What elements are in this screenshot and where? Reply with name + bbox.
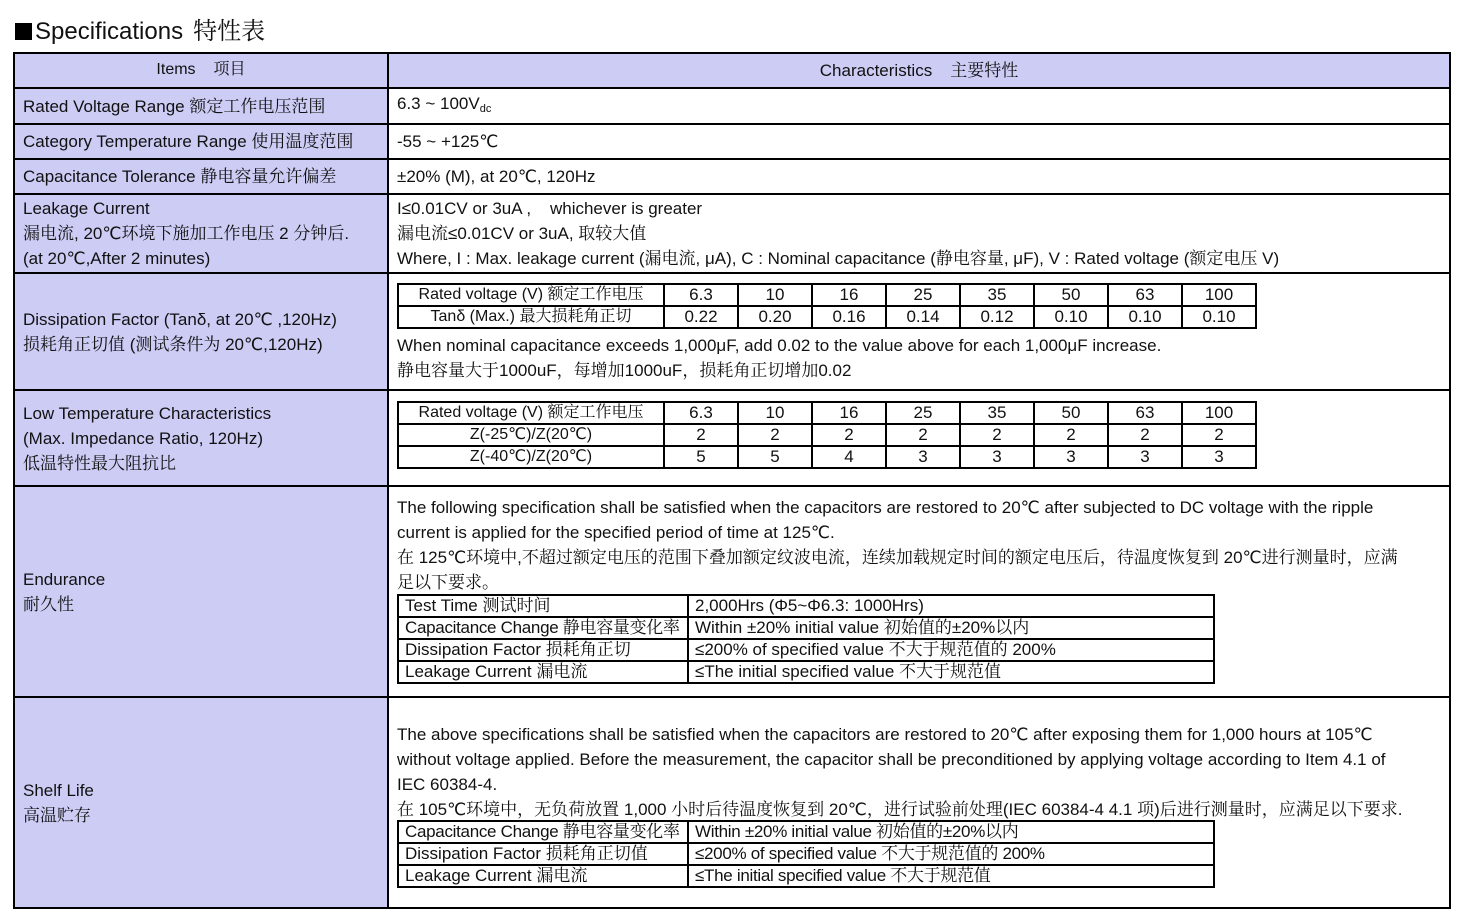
cap-tolerance-label-en: Capacitance Tolerance — [23, 167, 196, 186]
table-row — [398, 617, 1214, 639]
dissipation-value — [389, 274, 1449, 389]
leakage-label-l2: 漏电流, 20℃环境下施加工作电压 2 分钟后. — [23, 224, 350, 243]
category-temp-label-cn: 使用温度范围 — [251, 132, 354, 151]
table-cell-value: ≤The initial specified value 不大于规范值 — [688, 865, 1214, 887]
low-temp-row — [15, 391, 1449, 487]
table-cell-key: Test Time 测试时间 — [398, 595, 688, 617]
shelf-life-label — [15, 698, 389, 907]
dissipation-label-l2: 损耗角正切值 (测试条件为 20℃,120Hz) — [23, 334, 323, 354]
low-temp-table — [397, 401, 1257, 469]
table-cell: 3 — [1108, 446, 1182, 468]
rated-voltage-label — [15, 89, 389, 123]
table-cell: 3 — [960, 446, 1034, 468]
dissipation-row — [15, 274, 1449, 391]
shelf-life-para-l2: without voltage applied. Before the measurement, the capacitor shall be preconditioned by applying voltage according to Item 4.1 of — [397, 750, 1386, 769]
endurance-para-l3: 在 125℃环境中,不超过额定电压的范围下叠加额定纹波电流，连续加载规定时间的额定电压后，待温度恢复到 20℃进行测量时，应满 — [397, 548, 1398, 567]
low-temp-value — [389, 391, 1449, 485]
cap-tolerance-value — [389, 160, 1449, 193]
table-cell-label: Tanδ (Max.) 最大损耗角正切 — [398, 306, 664, 328]
table-cell: 63 — [1108, 402, 1182, 424]
table-cell: 0.10 — [1034, 306, 1108, 328]
rated-voltage-text: 6.3 ~ 100V — [397, 93, 480, 113]
table-cell: 10 — [738, 284, 812, 306]
characteristics-header — [389, 54, 1449, 87]
cap-tolerance-text: ±20% (M), at 20℃, 120Hz — [397, 167, 596, 186]
table-cell-key: Capacitance Change 静电容量变化率 — [398, 821, 688, 843]
leakage-value-l2: 漏电流≤0.01CV or 3uA, 取较大值 — [397, 224, 647, 243]
table-cell-key: Dissipation Factor 损耗角正切 — [398, 639, 688, 661]
table-cell: 0.10 — [1108, 306, 1182, 328]
cap-tolerance-label-cn: 静电容量允许偏差 — [200, 167, 337, 186]
table-cell-label: Z(-25℃)/Z(20℃) — [398, 424, 664, 446]
table-row — [398, 446, 1256, 468]
shelf-life-value — [389, 698, 1449, 907]
category-temp-label — [15, 125, 389, 158]
table-cell: 2 — [738, 424, 812, 446]
table-row — [398, 865, 1214, 887]
table-cell: 2 — [960, 424, 1034, 446]
rated-voltage-value — [389, 89, 1449, 123]
table-cell: 63 — [1108, 284, 1182, 306]
rated-voltage-label-cn: 额定工作电压范围 — [189, 96, 326, 116]
low-temp-label-l2: (Max. Impedance Ratio, 120Hz) — [23, 428, 263, 448]
char-header-cn: 主要特性 — [950, 61, 1019, 80]
items-header-en: Items — [156, 61, 196, 78]
table-cell-value: 2,000Hrs (Φ5~Φ6.3: 1000Hrs) — [688, 595, 1214, 617]
items-header — [15, 54, 389, 87]
dissipation-label — [15, 274, 389, 389]
leakage-value-l3: Where, I : Max. leakage current (漏电流, μA), C : Nominal capacitance (静电容量, μF), V : Rated voltage (额定电压 V) — [397, 249, 1280, 268]
table-row — [398, 843, 1214, 865]
table-cell: 100 — [1182, 284, 1256, 306]
table-cell: 0.20 — [738, 306, 812, 328]
table-cell: 10 — [738, 402, 812, 424]
cap-tolerance-label — [15, 160, 389, 193]
table-cell: 0.14 — [886, 306, 960, 328]
table-cell: 2 — [1182, 424, 1256, 446]
table-cell: 2 — [886, 424, 960, 446]
table-cell: 25 — [886, 284, 960, 306]
endurance-row — [15, 487, 1449, 698]
category-temp-label-en: Category Temperature Range — [23, 132, 247, 151]
table-cell: 6.3 — [664, 402, 738, 424]
leakage-row — [15, 195, 1449, 274]
table-cell: 35 — [960, 284, 1034, 306]
table-cell: 2 — [664, 424, 738, 446]
table-cell-value: ≤200% of specified value 不大于规范值的 200% — [688, 843, 1214, 865]
shelf-life-table — [397, 820, 1215, 888]
dissipation-table — [397, 283, 1257, 329]
table-cell-label: Z(-40℃)/Z(20℃) — [398, 446, 664, 468]
table-cell: 3 — [1034, 446, 1108, 468]
dissipation-note-l1: When nominal capacitance exceeds 1,000μF, add 0.02 to the value above for each 1,000μF increase. — [397, 336, 1162, 355]
table-cell: 50 — [1034, 402, 1108, 424]
low-temp-label-l1: Low Temperature Characteristics — [23, 403, 272, 423]
endurance-table — [397, 594, 1215, 684]
items-header-cn: 项目 — [213, 61, 246, 78]
category-temp-value — [389, 125, 1449, 158]
table-row — [398, 639, 1214, 661]
table-cell-label: Rated voltage (V) 额定工作电压 — [398, 402, 664, 424]
leakage-label-l1: Leakage Current — [23, 199, 150, 218]
shelf-life-label-l1: Shelf Life — [23, 780, 94, 800]
shelf-life-para-l3: IEC 60384-4. — [397, 775, 498, 794]
table-cell: 25 — [886, 402, 960, 424]
table-cell-key: Leakage Current 漏电流 — [398, 661, 688, 683]
square-bullet-icon — [15, 23, 32, 40]
table-row — [398, 424, 1256, 446]
leakage-label-l3: (at 20℃,After 2 minutes) — [23, 249, 211, 268]
table-row — [398, 306, 1256, 328]
table-cell: 0.12 — [960, 306, 1034, 328]
table-row — [398, 661, 1214, 683]
leakage-value-l1: I≤0.01CV or 3uA , whichever is greater — [397, 199, 703, 218]
table-row — [398, 595, 1214, 617]
table-cell-value: Within ±20% initial value 初始值的±20%以内 — [688, 617, 1214, 639]
table-cell: 16 — [812, 402, 886, 424]
low-temp-label-l3: 低温特性最大阻抗比 — [23, 453, 176, 473]
endurance-label-l2: 耐久性 — [23, 594, 74, 614]
dissipation-label-l1: Dissipation Factor (Tanδ, at 20℃ ,120Hz) — [23, 309, 337, 329]
table-cell: 0.22 — [664, 306, 738, 328]
char-header-en: Characteristics — [819, 61, 933, 80]
table-cell: 0.10 — [1182, 306, 1256, 328]
header-row — [15, 54, 1449, 89]
spec-table — [13, 52, 1451, 909]
title-en: Specifications — [35, 18, 184, 45]
table-cell: 100 — [1182, 402, 1256, 424]
table-cell: 2 — [1034, 424, 1108, 446]
table-cell: 3 — [1182, 446, 1256, 468]
table-cell: 4 — [812, 446, 886, 468]
endurance-label — [15, 487, 389, 696]
endurance-label-l1: Endurance — [23, 569, 106, 589]
table-cell-value: ≤The initial specified value 不大于规范值 — [688, 661, 1214, 683]
table-row — [398, 284, 1256, 306]
endurance-value — [389, 487, 1449, 696]
table-cell: 5 — [664, 446, 738, 468]
table-cell: 5 — [738, 446, 812, 468]
table-cell-key: Capacitance Change 静电容量变化率 — [398, 617, 688, 639]
table-row — [398, 821, 1214, 843]
table-cell: 35 — [960, 402, 1034, 424]
category-temp-row — [15, 125, 1449, 160]
table-cell: 0.16 — [812, 306, 886, 328]
cap-tolerance-row — [15, 160, 1449, 195]
table-cell: 2 — [1108, 424, 1182, 446]
rated-voltage-label-en: Rated Voltage Range — [23, 96, 185, 116]
endurance-para-l4: 足以下要求。 — [397, 573, 499, 592]
table-row — [398, 402, 1256, 424]
table-cell: 16 — [812, 284, 886, 306]
endurance-para-l1: The following specification shall be satisfied when the capacitors are restored to 20℃ after subjected to DC voltage with the ripple — [397, 498, 1374, 517]
table-cell-key: Leakage Current 漏电流 — [398, 865, 688, 887]
leakage-label — [15, 195, 389, 272]
leakage-value — [389, 195, 1449, 272]
shelf-life-row — [15, 698, 1449, 907]
table-cell-label: Rated voltage (V) 额定工作电压 — [398, 284, 664, 306]
rated-voltage-sub: dc — [479, 102, 492, 115]
dissipation-note-l2: 静电容量大于1000uF，每增加1000uF，损耗角正切增加0.02 — [397, 361, 852, 380]
table-cell-key: Dissipation Factor 损耗角正切值 — [398, 843, 688, 865]
low-temp-label — [15, 391, 389, 485]
shelf-life-para-l4: 在 105℃环境中，无负荷放置 1,000 小时后待温度恢复到 20℃，进行试验前处理(IEC 60384-4 4.1 项)后进行测量时，应满足以下要求. — [397, 800, 1403, 819]
table-cell-value: Within ±20% initial value 初始值的±20%以内 — [688, 821, 1214, 843]
table-cell-value: ≤200% of specified value 不大于规范值的 200% — [688, 639, 1214, 661]
table-cell: 2 — [812, 424, 886, 446]
table-cell: 50 — [1034, 284, 1108, 306]
shelf-life-label-l2: 高温贮存 — [23, 805, 91, 825]
page-title — [15, 17, 265, 47]
table-cell: 6.3 — [664, 284, 738, 306]
endurance-para-l2: current is applied for the specified period of time at 125℃. — [397, 523, 835, 542]
title-cn: 特性表 — [193, 18, 266, 45]
rated-voltage-row — [15, 89, 1449, 125]
category-temp-text: -55 ~ +125℃ — [397, 132, 499, 151]
shelf-life-para-l1: The above specifications shall be satisfied when the capacitors are restored to 20℃ after exposing them for 1,000 hours at 105℃ — [397, 725, 1373, 744]
table-cell: 3 — [886, 446, 960, 468]
